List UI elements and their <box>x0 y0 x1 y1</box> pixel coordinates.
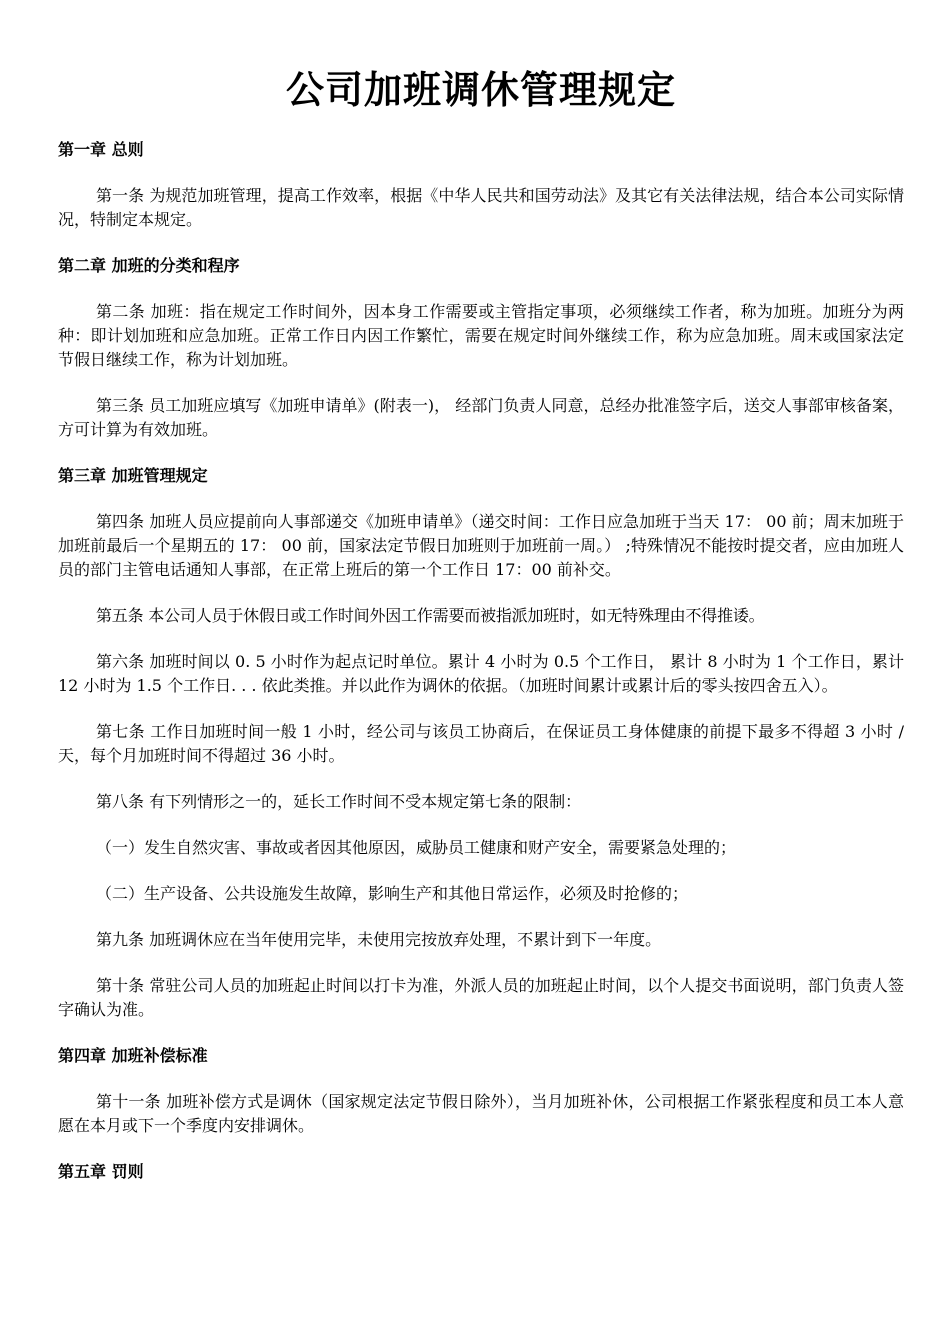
chapter-3-heading: 第三章 加班管理规定 <box>58 466 208 485</box>
chapter-4-heading: 第四章 加班补偿标准 <box>58 1046 208 1065</box>
article-8-item-2: （二）生产设备、公共设施发生故障，影响生产和其他日常运作，必须及时抢修的； <box>96 884 689 903</box>
article-7: 第七条 工作日加班时间一般 1 小时，经公司与该员工协商后，在保证员工身体健康的前提下最多不得超 3 小时 / 天，每个月加班时间不得超过 36 小时。 <box>58 722 904 765</box>
article-1: 第一条 为规范加班管理，提高工作效率，根据《中华人民共和国劳动法》及其它有关法律法规，结合本公司实际情况，特制定本规定。 <box>58 186 904 229</box>
chapter-5-heading: 第五章 罚则 <box>58 1162 144 1181</box>
article-8-item-1: （一）发生自然灾害、事故或者因其他原因，威胁员工健康和财产安全，需要紧急处理的； <box>96 838 737 857</box>
article-8: 第八条 有下列情形之一的，延长工作时间不受本规定第七条的限制： <box>96 792 582 811</box>
article-5: 第五条 本公司人员于休假日或工作时间外因工作需要而被指派加班时，如无特殊理由不得推诿。 <box>96 606 765 625</box>
article-6: 第六条 加班时间以 0. 5 小时作为起点记时单位。累计 4 小时为 0.5 个工作日， 累计 8 小时为 1 个工作日，累计 12 小时为 1.5 个工作日. . . 依此类推。并以此作为调休的依据。（加班时间累计或累计后的零头按四舍五入）。 <box>58 652 904 695</box>
document-title: 公司加班调休管理规定 <box>285 68 676 112</box>
chapter-1-heading: 第一章 总则 <box>58 140 144 159</box>
article-4: 第四条 加班人员应提前向人事部递交《加班申请单》（递交时间：工作日应急加班于当天 17： 00 前；周末加班于加班前最后一个星期五的 17： 00 前，国家法定节假日加班则于加班前一周。） ;特殊情况不能按时提交者，应由加班人员的部门主管电话通知人事部，在正常上班后的第一个工作日 17：00 前补交。 <box>58 512 904 579</box>
document-page <box>58 58 904 1206</box>
article-11: 第十一条 加班补偿方式是调休（国家规定法定节假日除外），当月加班补休，公司根据工作紧张程度和员工本人意愿在本月或下一个季度内安排调休。 <box>58 1092 904 1135</box>
article-9: 第九条 加班调休应在当年使用完毕，未使用完按放弃处理，不累计到下一年度。 <box>96 930 662 949</box>
chapter-2-heading: 第二章 加班的分类和程序 <box>58 256 240 275</box>
article-3: 第三条 员工加班应填写《加班申请单》(附表一)， 经部门负责人同意，总经办批准签字后，送交人事部审核备案，方可计算为有效加班。 <box>58 396 904 439</box>
article-10: 第十条 常驻公司人员的加班起止时间以打卡为准，外派人员的加班起止时间，以个人提交书面说明，部门负责人签字确认为准。 <box>58 976 904 1019</box>
article-2: 第二条 加班：指在规定工作时间外，因本身工作需要或主管指定事项，必须继续工作者，称为加班。加班分为两种：即计划加班和应急加班。正常工作日内因工作繁忙，需要在规定时间外继续工作，称为应急加班。周末或国家法定节假日继续工作，称为计划加班。 <box>58 302 904 369</box>
